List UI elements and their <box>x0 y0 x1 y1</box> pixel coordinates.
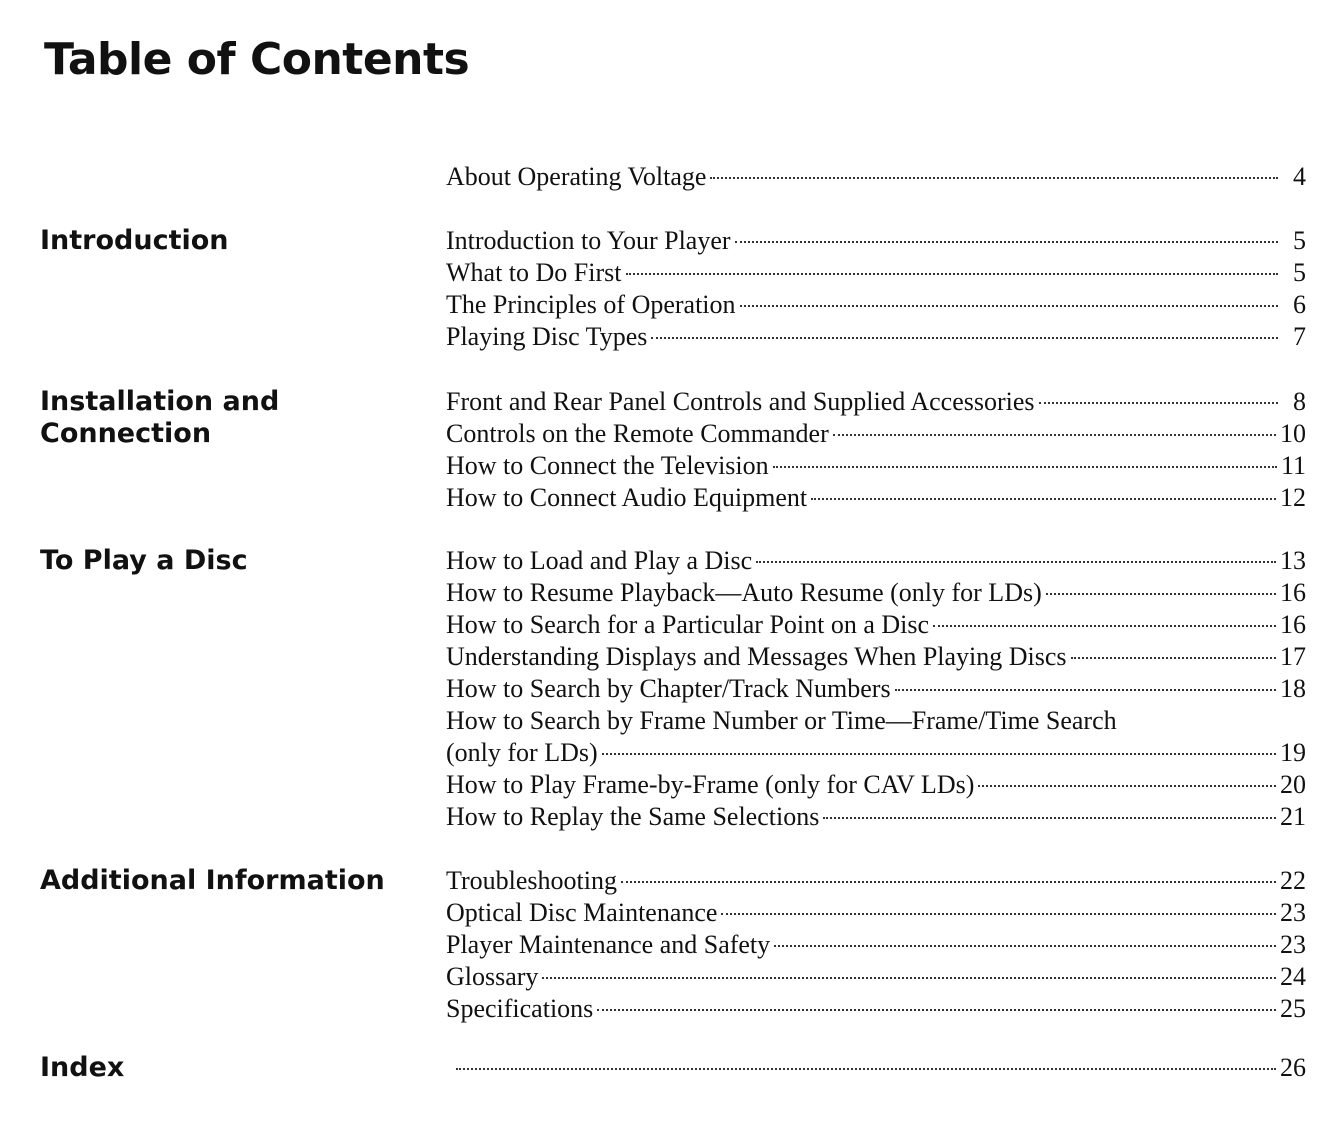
toc-entry-line <box>446 737 1306 769</box>
dot-leader <box>710 177 1278 179</box>
dot-leader <box>823 817 1276 819</box>
toc-entry-troubleshooting[interactable] <box>446 865 1306 897</box>
toc-entry-page: 5 <box>1293 258 1306 287</box>
toc-entry-label: How to Search by Chapter/Track Numbers <box>446 674 891 703</box>
toc-entry-page: 16 <box>1280 578 1306 607</box>
toc-entry-page: 4 <box>1293 162 1306 191</box>
toc-entry-load-and-play[interactable] <box>446 545 1306 577</box>
toc-entry-label: How to Resume Playback—Auto Resume (only for LDs) <box>446 578 1042 607</box>
toc-entry-label: Troubleshooting <box>446 866 617 895</box>
section-heading-introduction: Introduction <box>40 225 229 256</box>
toc-entry-principles-of-operation[interactable] <box>446 289 1306 321</box>
toc-entry-list <box>446 386 1306 514</box>
section-heading-line: Installation and <box>40 386 280 417</box>
dot-leader <box>626 273 1279 275</box>
toc-entry-label: The Principles of Operation <box>446 290 736 319</box>
toc-entry-replay-same-selections[interactable] <box>446 801 1306 833</box>
toc-entry-search-by-chapter[interactable] <box>446 673 1306 705</box>
toc-entry-search-particular-point[interactable] <box>446 609 1306 641</box>
toc-entry-label: What to Do First <box>446 258 622 287</box>
toc-entry-label: How to Connect Audio Equipment <box>446 483 808 512</box>
toc-entry-label: Front and Rear Panel Controls and Supplied Accessories <box>446 387 1035 416</box>
toc-entry-label: About Operating Voltage <box>446 162 707 191</box>
toc-entry-list <box>456 1052 1306 1084</box>
toc-entry-page: 21 <box>1280 802 1306 831</box>
toc-entry-page: 13 <box>1280 546 1306 575</box>
toc-entry-label: How to Search for a Particular Point on a Disc <box>446 610 930 639</box>
dot-leader <box>735 241 1278 243</box>
dot-leader <box>1071 657 1276 659</box>
dot-leader <box>740 305 1278 307</box>
toc-entry-page: 12 <box>1280 483 1306 512</box>
toc-entry-label: (only for LDs) <box>446 738 598 767</box>
toc-entry-front-rear-panel-controls[interactable] <box>446 386 1306 418</box>
dot-leader <box>721 913 1276 915</box>
toc-entry-glossary[interactable] <box>446 961 1306 993</box>
toc-entry-label: Understanding Displays and Messages When Playing Discs <box>446 642 1067 671</box>
dot-leader <box>456 1068 1276 1070</box>
dot-leader <box>811 498 1276 500</box>
toc-entry-page: 19 <box>1280 738 1306 767</box>
section-heading-to-play-a-disc: To Play a Disc <box>40 545 248 576</box>
section-heading-installation <box>40 386 420 450</box>
toc-entry-page: 11 <box>1280 451 1306 480</box>
toc-entry-list <box>446 161 1306 193</box>
dot-leader <box>651 337 1278 339</box>
toc-entry-list <box>446 865 1306 1025</box>
toc-entry-page: 20 <box>1280 770 1306 799</box>
toc-entry-connect-audio-equipment[interactable] <box>446 482 1306 514</box>
toc-entry-introduction-to-your-player[interactable] <box>446 225 1306 257</box>
dot-leader <box>978 785 1276 787</box>
toc-entry-label: How to Replay the Same Selections <box>446 802 820 831</box>
toc-entry-page: 26 <box>1280 1053 1306 1082</box>
toc-entry-label: Optical Disc Maintenance <box>446 898 718 927</box>
toc-entry-page: 23 <box>1280 930 1306 959</box>
toc-entry-optical-disc-maintenance[interactable] <box>446 897 1306 929</box>
dot-leader <box>597 1009 1276 1011</box>
toc-entry-label: How to Connect the Television <box>446 451 769 480</box>
toc-entry-page: 8 <box>1293 387 1306 416</box>
toc-entry-label-line: How to Search by Frame Number or Time—Frame/Time Search <box>446 706 1117 735</box>
dot-leader <box>774 945 1276 947</box>
toc-entry-page: 24 <box>1280 962 1306 991</box>
toc-entry-page: 6 <box>1293 290 1306 319</box>
dot-leader <box>833 434 1276 436</box>
dot-leader <box>602 753 1276 755</box>
toc-entry-index[interactable] <box>456 1052 1306 1084</box>
dot-leader <box>933 625 1276 627</box>
toc-entry-about-operating-voltage[interactable] <box>446 161 1306 193</box>
toc-entry-search-by-frame[interactable] <box>446 705 1306 769</box>
toc-entry-resume-playback[interactable] <box>446 577 1306 609</box>
dot-leader <box>756 561 1276 563</box>
dot-leader <box>895 689 1276 691</box>
toc-entry-page: 16 <box>1280 610 1306 639</box>
page-title: Table of Contents <box>44 34 470 85</box>
toc-entry-list <box>446 225 1306 353</box>
toc-entry-page: 7 <box>1293 322 1306 351</box>
toc-entry-page: 5 <box>1293 226 1306 255</box>
toc-entry-playing-disc-types[interactable] <box>446 321 1306 353</box>
section-heading-additional-information: Additional Information <box>40 865 385 896</box>
toc-entry-page: 25 <box>1280 994 1306 1023</box>
toc-entry-controls-remote-commander[interactable] <box>446 418 1306 450</box>
dot-leader <box>1039 402 1278 404</box>
dot-leader <box>542 977 1276 979</box>
section-heading-index: Index <box>40 1052 125 1083</box>
toc-entry-player-maintenance-safety[interactable] <box>446 929 1306 961</box>
toc-entry-list <box>446 545 1306 833</box>
section-heading-line: Connection <box>40 418 212 449</box>
toc-entry-label: Specifications <box>446 994 594 1023</box>
toc-entry-label: Controls on the Remote Commander <box>446 419 829 448</box>
toc-entry-page: 23 <box>1280 898 1306 927</box>
toc-entry-specifications[interactable] <box>446 993 1306 1025</box>
toc-entry-page: 17 <box>1280 642 1306 671</box>
toc-entry-label: Playing Disc Types <box>446 322 648 351</box>
toc-entry-frame-by-frame[interactable] <box>446 769 1306 801</box>
toc-entry-label: Glossary <box>446 962 539 991</box>
toc-entry-connect-television[interactable] <box>446 450 1306 482</box>
toc-entry-what-to-do-first[interactable] <box>446 257 1306 289</box>
toc-entry-page: 18 <box>1280 674 1306 703</box>
dot-leader <box>1046 593 1276 595</box>
toc-entry-page: 10 <box>1280 419 1306 448</box>
toc-entry-label: How to Play Frame-by-Frame (only for CAV LDs) <box>446 770 975 799</box>
dot-leader <box>773 466 1277 468</box>
toc-entry-page: 22 <box>1280 866 1306 895</box>
toc-entry-label: How to Load and Play a Disc <box>446 546 753 575</box>
toc-entry-label: Player Maintenance and Safety <box>446 930 771 959</box>
toc-entry-label: Introduction to Your Player <box>446 226 731 255</box>
dot-leader <box>621 881 1276 883</box>
toc-entry-understanding-displays[interactable] <box>446 641 1306 673</box>
